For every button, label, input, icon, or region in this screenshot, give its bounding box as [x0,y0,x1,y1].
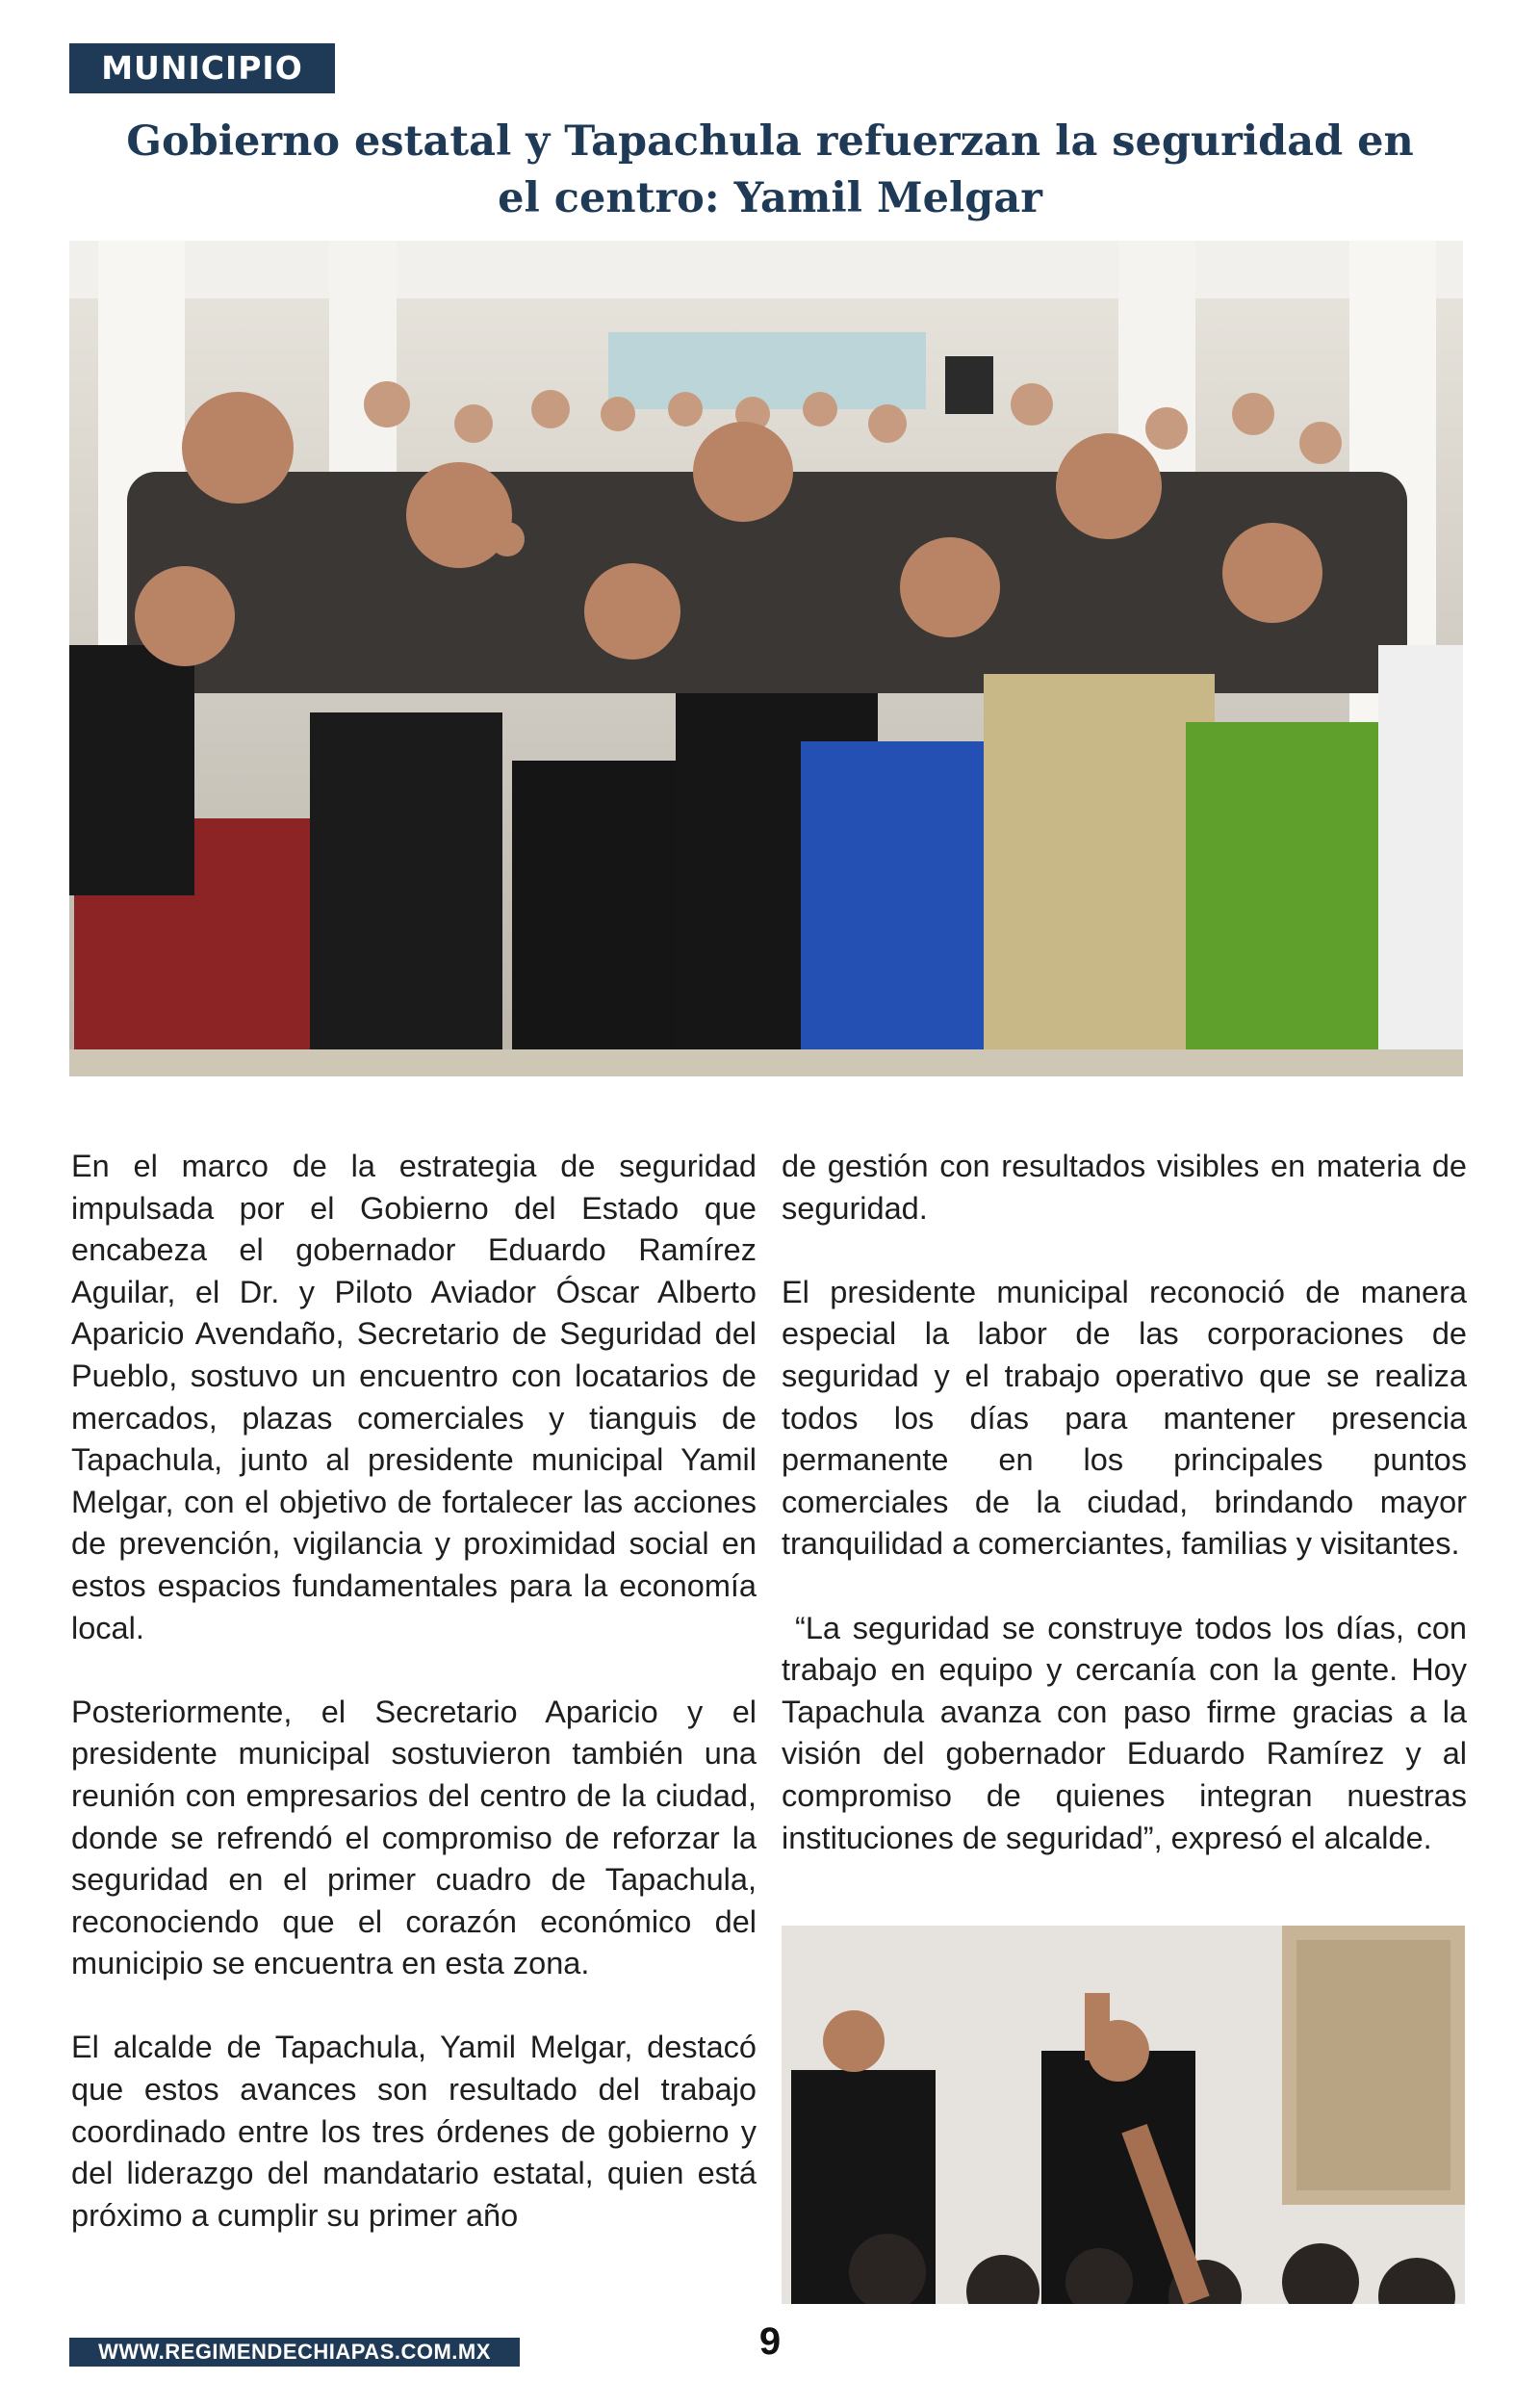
paragraph: En el marco de la estrategia de seguridad impulsada por el Gobierno del Estado que encabeza el gobernador Eduardo Ramírez Aguilar, el Dr. y Piloto Aviador Óscar Alberto Aparicio Avendaño, Secretario de Seguridad del Pueblo, sostuvo un encuentro con locatarios de mercados, plazas comerciales y tianguis de Tapachula, junto al presidente municipal Yamil Melgar, con el objetivo de fortalecer las acciones de prevención, vigilancia y proximidad social en estos espacios fundamentales para la economía local. [71,1149,757,1645]
paragraph: El alcalde de Tapachula, Yamil Melgar, destacó que estos avances son resultado del trabajo coordinado entre los tres órdenes de gobierno y del liderazgo del mandatario estatal, quien está próximo a cumplir su primer año [71,2030,757,2233]
paragraph: El presidente municipal reconoció de manera especial la labor de las corporaciones de seguridad y el trabajo operativo que se realiza todos los días para mantener presencia permanente en los principales puntos comerciales de la ciudad, brindando mayor tranquilidad a comerciantes, familias y visitantes. [782,1274,1467,1562]
group-photo-image [69,241,1463,1076]
page-number: 9 [758,2320,782,2363]
paragraph: Posteriormente, el Secretario Aparicio y el presidente municipal sostuvieron también una reunión con empresarios del centro de la ciudad, donde se refrendó el compromiso de reforzar la seguridad en el primer cuadro de Tapachula, reconociendo que el corazón económico del municipio se encuentra en esta zona. [71,1694,757,1981]
group-photo [69,241,1463,1076]
article-column-left [71,1146,757,2282]
section-label: MUNICIPIO [69,43,335,93]
article-column-right [782,1146,1467,1906]
meeting-photo [782,1926,1465,2304]
website-url[interactable]: WWW.REGIMENDECHIAPAS.COM.MX [69,2338,520,2367]
quote-paragraph: “La seguridad se construye todos los días, con trabajo en equipo y cercanía con la gente. Hoy Tapachula avanza con paso firme gracias a la visión del gobernador Eduardo Ramírez y al compromiso de quienes integran nuestras instituciones de seguridad”, expresó el alcalde. [782,1610,1467,1855]
paragraph: de gestión con resultados visibles en materia de seguridad. [782,1149,1467,1226]
headline: Gobierno estatal y Tapachula refuerzan la seguridad en el centro: Yamil Melgar [126,117,1414,222]
meeting-photo-image [782,1926,1465,2304]
